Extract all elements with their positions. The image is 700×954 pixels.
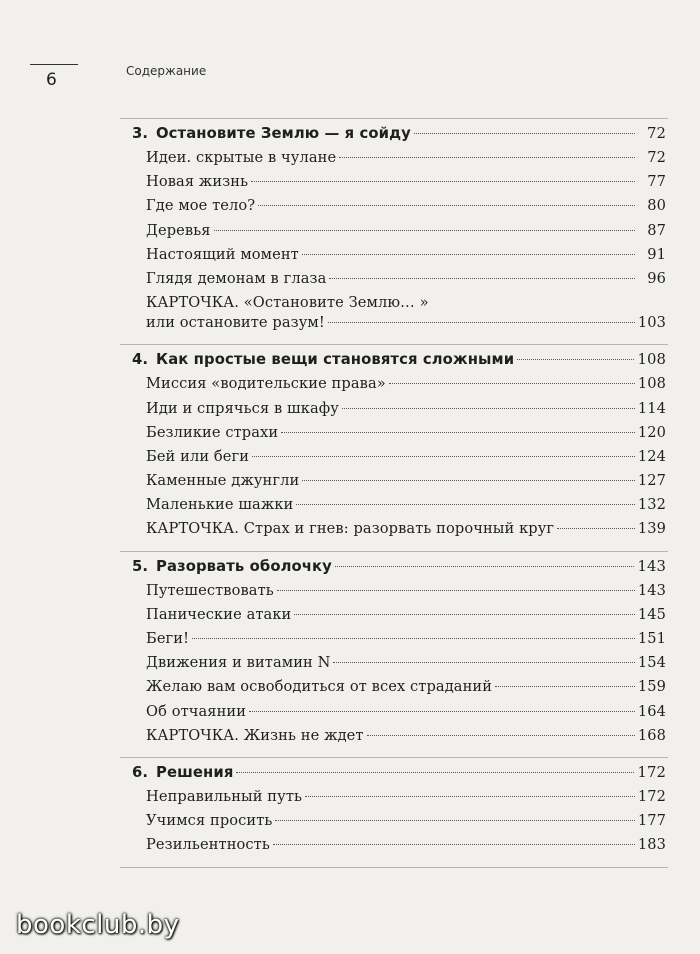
entry-page: 168 — [637, 726, 666, 744]
entry-page: 143 — [637, 581, 666, 599]
entry-page: 120 — [637, 423, 666, 441]
entry-page: 172 — [637, 787, 666, 805]
entry-title: Бей или беги — [146, 447, 250, 465]
entry-page: 159 — [637, 678, 666, 696]
dot-leader — [367, 734, 635, 736]
chapter-spacer — [120, 338, 668, 344]
entry-title: Маленькие шажки — [146, 496, 294, 514]
dot-leader — [214, 229, 635, 231]
chapter-page: 72 — [646, 125, 666, 142]
toc-entry — [120, 400, 668, 424]
entry-page: 96 — [647, 269, 666, 287]
dot-leader — [329, 277, 635, 279]
dot-leader — [305, 795, 635, 797]
entry-title: Движения и витамин N — [146, 654, 331, 672]
toc-entry — [120, 788, 668, 812]
toc-entry — [120, 496, 668, 520]
toc-entry — [120, 520, 668, 544]
entry-title: Настоящий момент — [146, 245, 299, 263]
dot-leader — [495, 685, 635, 687]
toc-entry — [120, 606, 668, 630]
entry-title: Беги! — [146, 630, 190, 647]
entry-title: Желаю вам освободиться от всех страданий — [146, 678, 493, 696]
entry-title: Глядя демонам в глаза — [146, 269, 327, 287]
dot-leader — [252, 455, 635, 457]
entry-page: 80 — [647, 197, 666, 215]
chapter-page: 143 — [637, 557, 666, 575]
chapter-heading — [120, 758, 668, 788]
chapter-page: 108 — [637, 351, 666, 369]
chapter-spacer — [120, 861, 668, 867]
toc-entry — [120, 294, 668, 314]
toc-entry — [120, 246, 668, 270]
entry-page: 77 — [647, 173, 666, 191]
chapter-spacer — [120, 545, 668, 551]
entry-title: или остановите разум! — [146, 314, 325, 332]
entry-title: Учимся просить — [146, 812, 273, 830]
chapter-title: Остановите Землю — я сойду — [156, 125, 411, 142]
chapter-title: Решения — [156, 763, 234, 781]
toc-entry — [120, 630, 668, 654]
dot-leader — [389, 382, 635, 384]
entry-title: Неправильный путь — [146, 787, 303, 805]
header-rule — [30, 64, 78, 65]
toc-entry — [120, 197, 668, 221]
chapter-number: 6. — [132, 763, 149, 781]
dot-leader — [328, 321, 635, 323]
table-of-contents — [0, 118, 700, 868]
watermark-logo: bookclub.by — [16, 910, 180, 940]
dot-leader — [342, 407, 635, 409]
chapter-number: 3. — [132, 125, 149, 142]
chapter-heading — [120, 552, 668, 582]
toc-entry — [120, 448, 668, 472]
dot-leader — [296, 503, 634, 505]
chapter-page: 172 — [637, 763, 666, 781]
toc-entry — [120, 314, 668, 338]
entry-page: 103 — [637, 314, 666, 332]
entry-page: 154 — [637, 654, 666, 672]
entry-page: 151 — [637, 630, 666, 647]
dot-leader — [294, 613, 634, 615]
dot-leader — [414, 132, 635, 134]
entry-title: Каменные джунгли — [146, 472, 300, 490]
toc-entry — [120, 727, 668, 751]
chapter-number: 5. — [132, 557, 149, 575]
toc-entry — [120, 654, 668, 678]
entry-title: Панические атаки — [146, 605, 292, 623]
entry-page: 177 — [637, 812, 666, 830]
dot-leader — [275, 819, 634, 821]
dot-leader — [333, 661, 634, 663]
entry-page: 114 — [637, 399, 666, 417]
entry-title: Новая жизнь — [146, 173, 249, 191]
entry-title: Путешествовать — [146, 581, 274, 599]
entry-page: 164 — [637, 702, 666, 720]
entry-page: 183 — [637, 836, 666, 854]
entry-page: 108 — [637, 375, 666, 393]
entry-title: Об отчаянии — [146, 702, 247, 720]
entry-title: КАРТОЧКА. Жизнь не ждет — [146, 726, 364, 744]
toc-entry — [120, 582, 668, 606]
dot-leader — [249, 710, 635, 712]
entry-page: 139 — [637, 520, 666, 538]
entry-title: Миссия «водительские права» — [146, 375, 386, 393]
entry-title: Деревья — [146, 221, 211, 239]
page-number: 6 — [46, 70, 57, 90]
entry-page: 145 — [637, 605, 666, 623]
toc-entry — [120, 703, 668, 727]
chapter-spacer — [120, 751, 668, 757]
toc-entry — [120, 678, 668, 702]
toc-entry — [120, 472, 668, 496]
toc-entry — [120, 424, 668, 448]
entry-title: Идеи. скрытые в чулане — [146, 149, 337, 166]
entry-title: Иди и спрячься в шкафу — [146, 399, 339, 417]
dot-leader — [335, 565, 635, 567]
chapter-heading — [120, 345, 668, 375]
dot-leader — [302, 253, 635, 255]
toc-chapter — [120, 118, 668, 345]
toc-chapter — [120, 552, 668, 758]
entry-page: 72 — [647, 149, 666, 166]
toc-chapter — [120, 758, 668, 868]
dot-leader — [517, 358, 634, 360]
dot-leader — [192, 637, 635, 639]
entry-page: 87 — [647, 221, 666, 239]
chapter-heading — [120, 119, 668, 149]
chapter-title: Разорвать оболочку — [156, 557, 332, 575]
entry-page: 124 — [637, 447, 666, 465]
entry-title: Где мое тело? — [146, 197, 256, 215]
entry-title: Безликие страхи — [146, 423, 279, 441]
entry-title: КАРТОЧКА. «Остановите Землю… » — [146, 294, 429, 312]
dot-leader — [251, 180, 635, 182]
chapter-number: 4. — [132, 351, 149, 369]
entry-title: КАРТОЧКА. Страх и гнев: разорвать порочный круг — [146, 520, 555, 538]
entry-title: Резильентность — [146, 836, 270, 854]
toc-entry — [120, 812, 668, 836]
entry-page: 91 — [647, 245, 666, 263]
toc-entry — [120, 270, 668, 294]
dot-leader — [258, 204, 635, 206]
toc-entry — [120, 149, 668, 173]
entry-page: 127 — [637, 472, 666, 490]
chapter-title: Как простые вещи становятся сложными — [156, 351, 515, 369]
dot-leader — [281, 431, 635, 433]
toc-entry — [120, 836, 668, 860]
dot-leader — [277, 589, 635, 591]
toc-entry — [120, 173, 668, 197]
toc-entry — [120, 222, 668, 246]
running-head: Содержание — [126, 64, 207, 78]
toc-entry — [120, 375, 668, 399]
toc-chapter — [120, 345, 668, 551]
dot-leader — [339, 156, 635, 158]
entry-page: 132 — [637, 496, 666, 514]
dot-leader — [302, 479, 635, 481]
dot-leader — [557, 527, 635, 529]
dot-leader — [273, 843, 635, 845]
dot-leader — [236, 771, 634, 773]
